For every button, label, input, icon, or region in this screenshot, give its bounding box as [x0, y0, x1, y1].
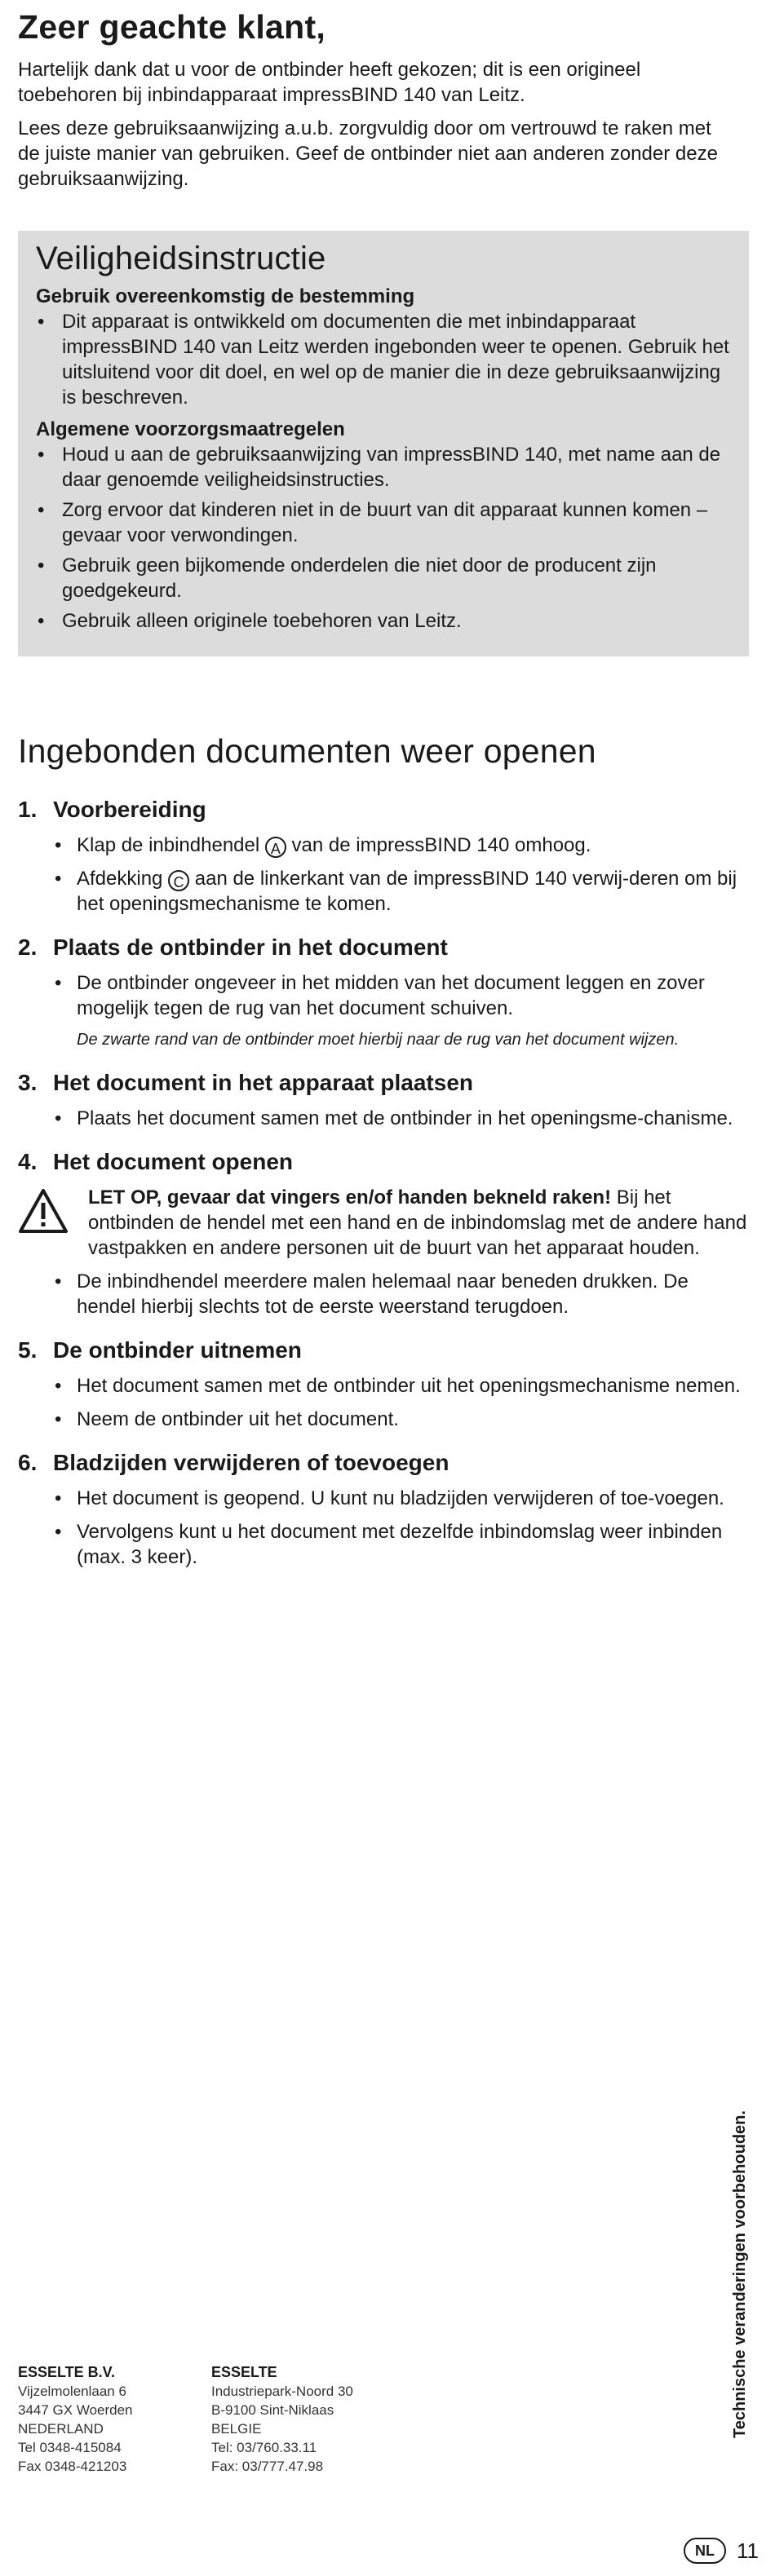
list-item-text: Het document samen met de ontbinder uit het openingsmechanisme nemen. — [77, 1375, 741, 1397]
company-name: ESSELTE B.V. — [18, 2364, 116, 2380]
step-title: Bladzijden verwijderen of toevoegen — [53, 1450, 450, 1475]
step-list — [18, 1269, 752, 1319]
list-item-text: Gebruik geen bijkomende onderdelen die niet door de producent zijn goedgekeurd. — [62, 555, 657, 602]
bullet: • — [55, 1408, 62, 1430]
greeting-heading: Zeer geachte klant, — [18, 8, 326, 46]
list-item — [18, 1407, 752, 1432]
main-title: Ingebonden documenten weer openen — [18, 732, 596, 770]
bullet: • — [55, 972, 62, 994]
page-number: 11 — [737, 2538, 759, 2563]
warning-text-bold: LET OP, gevaar dat vingers en/of handen bekneld raken! — [88, 1186, 612, 1208]
safety-section-title: Gebruik overeenkomstig de bestemming — [36, 285, 415, 307]
bullet: • — [55, 1107, 62, 1129]
step-heading — [18, 1336, 752, 1365]
step-list — [18, 1373, 752, 1432]
step-title: Het document in het apparaat plaatsen — [53, 1070, 473, 1095]
intro-text — [18, 57, 736, 200]
steps-container — [18, 795, 752, 1586]
warning-triangle-icon — [18, 1188, 69, 1234]
step-1 — [18, 795, 752, 917]
step-number: 4. — [18, 1149, 38, 1174]
step-heading — [18, 1448, 752, 1478]
address-line: 3447 GX Woerden — [18, 2402, 133, 2418]
safety-list — [36, 442, 731, 634]
address-line: Tel 0348-415084 — [18, 2440, 122, 2455]
list-item-text: van de impressBIND 140 omhoog. — [291, 834, 591, 856]
list-item — [18, 1106, 752, 1131]
step-list — [18, 833, 752, 917]
step-number: 3. — [18, 1070, 38, 1095]
list-item-text: De ontbinder ongeveer in het midden van het document leggen en zover mogelijk tegen de rug van het document schuiven. — [77, 972, 705, 1019]
list-item — [36, 497, 731, 548]
bullet: • — [38, 499, 45, 521]
safety-list — [36, 309, 731, 410]
step-list — [18, 1106, 752, 1131]
step-title: Het document openen — [53, 1149, 294, 1174]
step-list — [18, 970, 752, 1021]
list-item-text: Gebruik alleen originele toebehoren van Leitz. — [62, 610, 462, 632]
company-name: ESSELTE — [211, 2364, 277, 2380]
step-heading — [18, 933, 752, 962]
step-title: De ontbinder uitnemen — [53, 1337, 302, 1363]
technical-changes-note: Technische veranderingen voorbehouden. — [731, 2110, 749, 2438]
bullet: • — [55, 868, 62, 890]
list-item-text: aan de linkerkant van de impressBIND 140 verwij-deren om bij het openingsmechanisme te komen. — [77, 868, 737, 915]
step-2 — [18, 933, 752, 1052]
list-item — [18, 1269, 752, 1319]
reference-mark-c-icon: C — [168, 870, 189, 891]
step-number: 2. — [18, 935, 38, 960]
address-line: Tel: 03/760.33.11 — [211, 2440, 317, 2455]
step-number: 1. — [18, 797, 38, 822]
step-4 — [18, 1147, 752, 1319]
list-item — [36, 608, 731, 634]
bullet: • — [55, 1270, 62, 1292]
reference-mark-a-icon: A — [265, 837, 286, 858]
step-heading — [18, 1068, 752, 1098]
list-item — [18, 1486, 752, 1511]
bullet: • — [38, 444, 45, 466]
list-item-text: Klap de inbindhendel — [77, 834, 260, 856]
address-line: NEDERLAND — [18, 2421, 104, 2437]
list-item-text: Vervolgens kunt u het document met dezelfde inbindomslag weer inbinden (max. 3 keer). — [77, 1521, 723, 1568]
list-item-text: Neem de ontbinder uit het document. — [77, 1408, 399, 1430]
safety-box — [18, 231, 749, 656]
address-line: Fax 0348-421203 — [18, 2459, 127, 2474]
step-list — [18, 1486, 752, 1570]
bullet: • — [38, 610, 45, 632]
list-item — [36, 309, 731, 410]
warning-text: Bij het ontbinden de hendel met een hand en de inbindomslag met de andere hand vastpakken en andere personen uit de buurt van het apparaat houden. — [88, 1186, 747, 1259]
address-line: Industriepark-Noord 30 — [211, 2384, 353, 2399]
step-6 — [18, 1448, 752, 1570]
list-item-text: De inbindhendel meerdere malen helemaal naar beneden drukken. De hendel hierbij slechts tot de eerste weerstand terugdoen. — [77, 1270, 689, 1318]
bullet: • — [55, 834, 62, 856]
list-item — [18, 866, 752, 917]
address-line: Vijzelmolenlaan 6 — [18, 2384, 126, 2399]
address-line: BELGIE — [211, 2421, 262, 2437]
language-badge: NL — [684, 2538, 726, 2564]
step-heading — [18, 1147, 752, 1177]
step-number: 6. — [18, 1450, 38, 1475]
step-5 — [18, 1336, 752, 1432]
safety-title: Veiligheidsinstructie — [36, 241, 326, 276]
list-item — [18, 1519, 752, 1570]
step-3 — [18, 1068, 752, 1131]
safety-section-title: Algemene voorzorgsmaatregelen — [36, 418, 345, 440]
list-item — [36, 442, 731, 493]
bullet: • — [38, 311, 45, 333]
bullet: • — [55, 1521, 62, 1543]
list-item — [18, 833, 752, 858]
step-number: 5. — [18, 1337, 38, 1363]
list-item-text: Zorg ervoor dat kinderen niet in de buurt van dit apparaat kunnen komen – gevaar voor verwondingen. — [62, 499, 708, 546]
step-title: Voorbereiding — [53, 797, 206, 822]
bullet: • — [55, 1487, 62, 1509]
list-item-text: Het document is geopend. U kunt nu bladzijden verwijderen of toe-voegen. — [77, 1487, 724, 1509]
intro-paragraph: Hartelijk dank dat u voor de ontbinder heeft gekozen; dit is een origineel toebehoren bij inbindapparaat impressBIND 140 van Leitz. — [18, 59, 641, 106]
bullet: • — [55, 1375, 62, 1397]
step-note: De zwarte rand van de ontbinder moet hierbij naar de rug van het document wijzen. — [77, 1031, 680, 1049]
list-item — [18, 970, 752, 1021]
list-item-text: Dit apparaat is ontwikkeld om documenten die met inbindapparaat impressBIND 140 van Leitz werden ingebonden weer te openen. Gebruik het uitsluitend voor dit doel, en wel op de manier die in deze gebruiksaanwijzing is beschreven. — [62, 311, 729, 409]
list-item-text: Afdekking — [77, 868, 163, 890]
list-item-text: Houd u aan de gebruiksaanwijzing van impressBIND 140, met name aan de daar genoemde veiligheidsinstructies. — [62, 444, 721, 491]
address-belgium — [211, 2363, 353, 2476]
address-line: Fax: 03/777.47.98 — [211, 2459, 324, 2474]
intro-paragraph: Lees deze gebruiksaanwijzing a.u.b. zorgvuldig door om vertrouwd te raken met de juiste manier van gebruiken. Geef de ontbinder niet aan anderen zonder deze gebruiksaanwijzing. — [18, 117, 718, 190]
address-netherlands — [18, 2363, 133, 2476]
list-item-text: Plaats het document samen met de ontbinder in het openingsme-chanisme. — [77, 1107, 733, 1129]
list-item — [18, 1373, 752, 1398]
address-line: B-9100 Sint-Niklaas — [211, 2402, 334, 2418]
warning-block — [18, 1185, 752, 1261]
list-item — [36, 553, 731, 603]
bullet: • — [38, 555, 45, 577]
step-heading — [18, 795, 752, 824]
step-title: Plaats de ontbinder in het document — [53, 935, 448, 960]
